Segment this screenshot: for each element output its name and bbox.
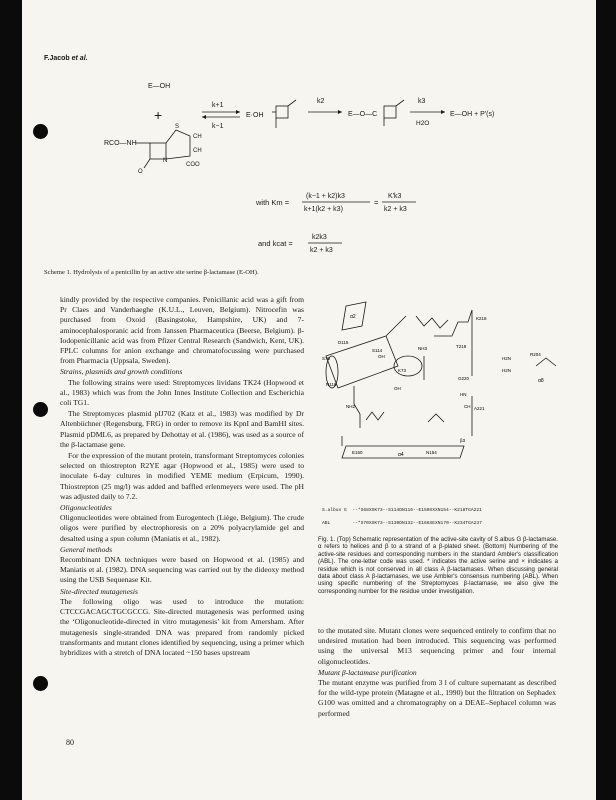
- svg-text:k2k3: k2k3: [312, 234, 327, 241]
- svg-text:S: S: [175, 124, 180, 130]
- svg-text:k+1(k2 + k3): k+1(k2 + k3): [304, 206, 343, 213]
- active-site-drawing: [326, 302, 556, 458]
- punch-hole: [33, 402, 48, 417]
- svg-text:NH2: NH2: [346, 404, 356, 409]
- figure-1-caption: Fig. 1. (Top) Schematic representation of the active-site cavity of S.albus G β-lactamase. α refers to helices and β to a strand of a β-plated sheet. (Bottom) Numbering of the active-site residues and corresponding numbers in the standard Ambler's classification (ABL). The one-letter code was used. * indicates the active serine and × indicates a residue which is not conserved in all class A β-lactamases. When discussing general data about class A β-lactamases, we use Ambler's consensus numbering (ABL). When using specific numbering of the Streptomyces β-lactamase, we also give the corresponding number for the residue under investigation.: [318, 536, 558, 595]
- svg-text:S114: S114: [372, 348, 383, 353]
- svg-text:K218: K218: [476, 316, 487, 321]
- svg-text:R204: R204: [530, 352, 541, 357]
- svg-text:COO: COO: [186, 162, 200, 168]
- right-column: [318, 626, 556, 720]
- section-heading: Strains, plasmids and growth conditions: [60, 367, 183, 377]
- svg-text:O: O: [138, 169, 143, 175]
- rate-k2: k2: [317, 98, 325, 105]
- svg-text:H2N: H2N: [502, 368, 512, 373]
- section-heading: General methods: [60, 544, 113, 554]
- svg-text:OH: OH: [378, 354, 385, 359]
- svg-text:β3: β3: [460, 438, 466, 443]
- svg-text:CH: CH: [193, 148, 202, 154]
- section-heading: Oligonucleotides: [60, 503, 112, 513]
- svg-text:E150: E150: [352, 450, 363, 455]
- svg-text:G220: G220: [458, 376, 470, 381]
- left-column: [60, 295, 304, 659]
- paragraph: Oligonucleotides were obtained from Eurogentech (Liège, Belgium). The crude oligos were purified by electrophoresis on a 20% polyacrylamide gel and desalted using a spun column (Maniatis et al., 1982).: [60, 513, 304, 543]
- paragraph: The mutant enzyme was purified from 3 l of culture supernatant as described for the wild-type protein (Matagne et al., 1990) but the filtration on Sephadex G100 was omitted and a chromatography on a DEAE–Sephacel column was performed: [318, 678, 556, 718]
- paragraph: For the expression of the mutant protein, transformant Streptomyces colonies selected on thiostrepton R2YE agar (Hopwood et al., 1985) were used to inoculate 6-day cultures in modified YEME medium (Erpicum, 1990). Thiostrepton (25 mg/l) was added and baffled erlenmeyers were used. The pH was adjusted daily to 7.2.: [60, 451, 304, 501]
- paragraph: Recombinant DNA techniques were based on Hopwood et al. (1985) and Maniatis et al. (1982). DNA sequencing was carried out by the dideoxy method using the USB Sequenase Kit.: [60, 555, 304, 585]
- section-heading: Mutant β-lactamase purification: [318, 667, 417, 677]
- sequence-row-abl: ABL --*S70XXK73--S130DN132--E166XEXN170--K234TGA237: [322, 521, 482, 526]
- svg-text:N: N: [163, 158, 168, 164]
- section-heading: Site-directed mutagenesis: [60, 586, 138, 596]
- svg-text:S70: S70: [322, 356, 331, 361]
- svg-text:(k−1 + k2)k3: (k−1 + k2)k3: [306, 193, 345, 200]
- svg-text:=: =: [374, 198, 379, 207]
- paragraph: The Streptomyces plasmid pIJ702 (Katz et al., 1983) was modified by Dr Altenbüchner (Regensburg, FRG) in order to remove its KpnI and BamHI sites. Plasmid pDML6, as prepared by Dehottay et al. (1986), was used as a source of the β-lactamase gene.: [60, 409, 304, 449]
- paragraph: to the mutated site. Mutant clones were sequenced entirely to confirm that no undesired mutation had been introduced. This sequencing was performed using the universal M13 sequencing primer and four internal oligonucleotides.: [318, 626, 556, 666]
- svg-text:T219: T219: [456, 344, 467, 349]
- running-header: F.Jacob et al.: [44, 55, 88, 62]
- svg-text:D115: D115: [338, 340, 349, 345]
- svg-text:k2 + k3: k2 + k3: [384, 206, 407, 213]
- kcat-label: and kcat =: [258, 239, 293, 248]
- rate-k-plus1: k+1: [212, 102, 224, 109]
- svg-text:OH: OH: [394, 386, 401, 391]
- svg-text:CH: CH: [464, 404, 471, 409]
- km-label: with Km =: [256, 198, 290, 207]
- svg-text:H2N: H2N: [502, 356, 512, 361]
- rate-k-minus1: k−1: [212, 123, 224, 130]
- punch-hole: [33, 676, 48, 691]
- water-label: H2O: [416, 120, 430, 127]
- svg-text:N154: N154: [426, 450, 437, 455]
- svg-text:CH: CH: [193, 134, 202, 140]
- paragraph: The following oligo was used to introduce the mutation: CTCCGACAGCTGCGCCG. Site-directed mutagenesis was performed using the ‘Oligonucleotide-directed in vitro mutagenesis’ kit from Amersham. After mutagenesis single-stranded DNA was prepared from randomly picked transformants and mutant clones identified by sequencing, using a primer which hybridizes with a stretch of DNA located ~150 bases upstream: [60, 596, 304, 657]
- svg-text:K73: K73: [398, 368, 407, 373]
- punch-hole: [33, 124, 48, 139]
- svg-text:α4: α4: [398, 452, 404, 458]
- sequence-row-albus: S.albus G --*S68XXK73--S114DN116--E150XXXN154--K218TGA221: [322, 508, 482, 513]
- svg-text:N116: N116: [326, 382, 337, 387]
- scheme-1: [80, 60, 580, 275]
- paragraph: kindly provided by the respective companies. Penicillanic acid was a gift from Pr Claes and Vanderhaeghe (K.U.L., Leuven, Belgium). Nitrocefin was purchased from Oxoid (Basingstoke, Hampshire, UK) and 7-aminocephalosporanic acid from Janssen Pharmaceutica (Beerse, Belgium). β-Iodopenicillanic acid was from Pfizer Central Research (Sandwich, Kent, UK). FPLC columns for anion exchange and chromatofocussing were purchased from Pharmacia (Uppsala, Sweden).: [60, 295, 304, 366]
- scheme-caption: Scheme 1. Hydrolysis of a penicillin by an active site serine β-lactamase (E-OH).: [44, 269, 259, 276]
- paragraph: The following strains were used: Streptomyces lividans TK24 (Hopwood et al., 1983) which was from the John Innes Institute Collection and Escherichia coli TG1.: [60, 377, 304, 408]
- michaelis-complex: E·OH: [246, 112, 264, 119]
- product-label: E—OH + P'(s): [450, 111, 495, 118]
- svg-text:k2 + k3: k2 + k3: [310, 247, 333, 254]
- plus-sign: +: [154, 107, 163, 123]
- svg-text:α2: α2: [350, 314, 356, 320]
- svg-text:HN: HN: [460, 392, 467, 397]
- acyl-side-chain: RCO—NH: [104, 140, 137, 147]
- rate-k3: k3: [418, 98, 426, 105]
- page-number: 80: [66, 738, 74, 747]
- enzyme-oh-label: E—OH: [148, 83, 171, 90]
- svg-text:K'k3: K'k3: [388, 193, 402, 200]
- acyl-enzyme: E—O—C: [348, 111, 378, 118]
- svg-text:NH3: NH3: [418, 346, 428, 351]
- svg-text:A221: A221: [474, 406, 485, 411]
- figure-1: [306, 296, 568, 473]
- svg-text:α8: α8: [538, 378, 544, 384]
